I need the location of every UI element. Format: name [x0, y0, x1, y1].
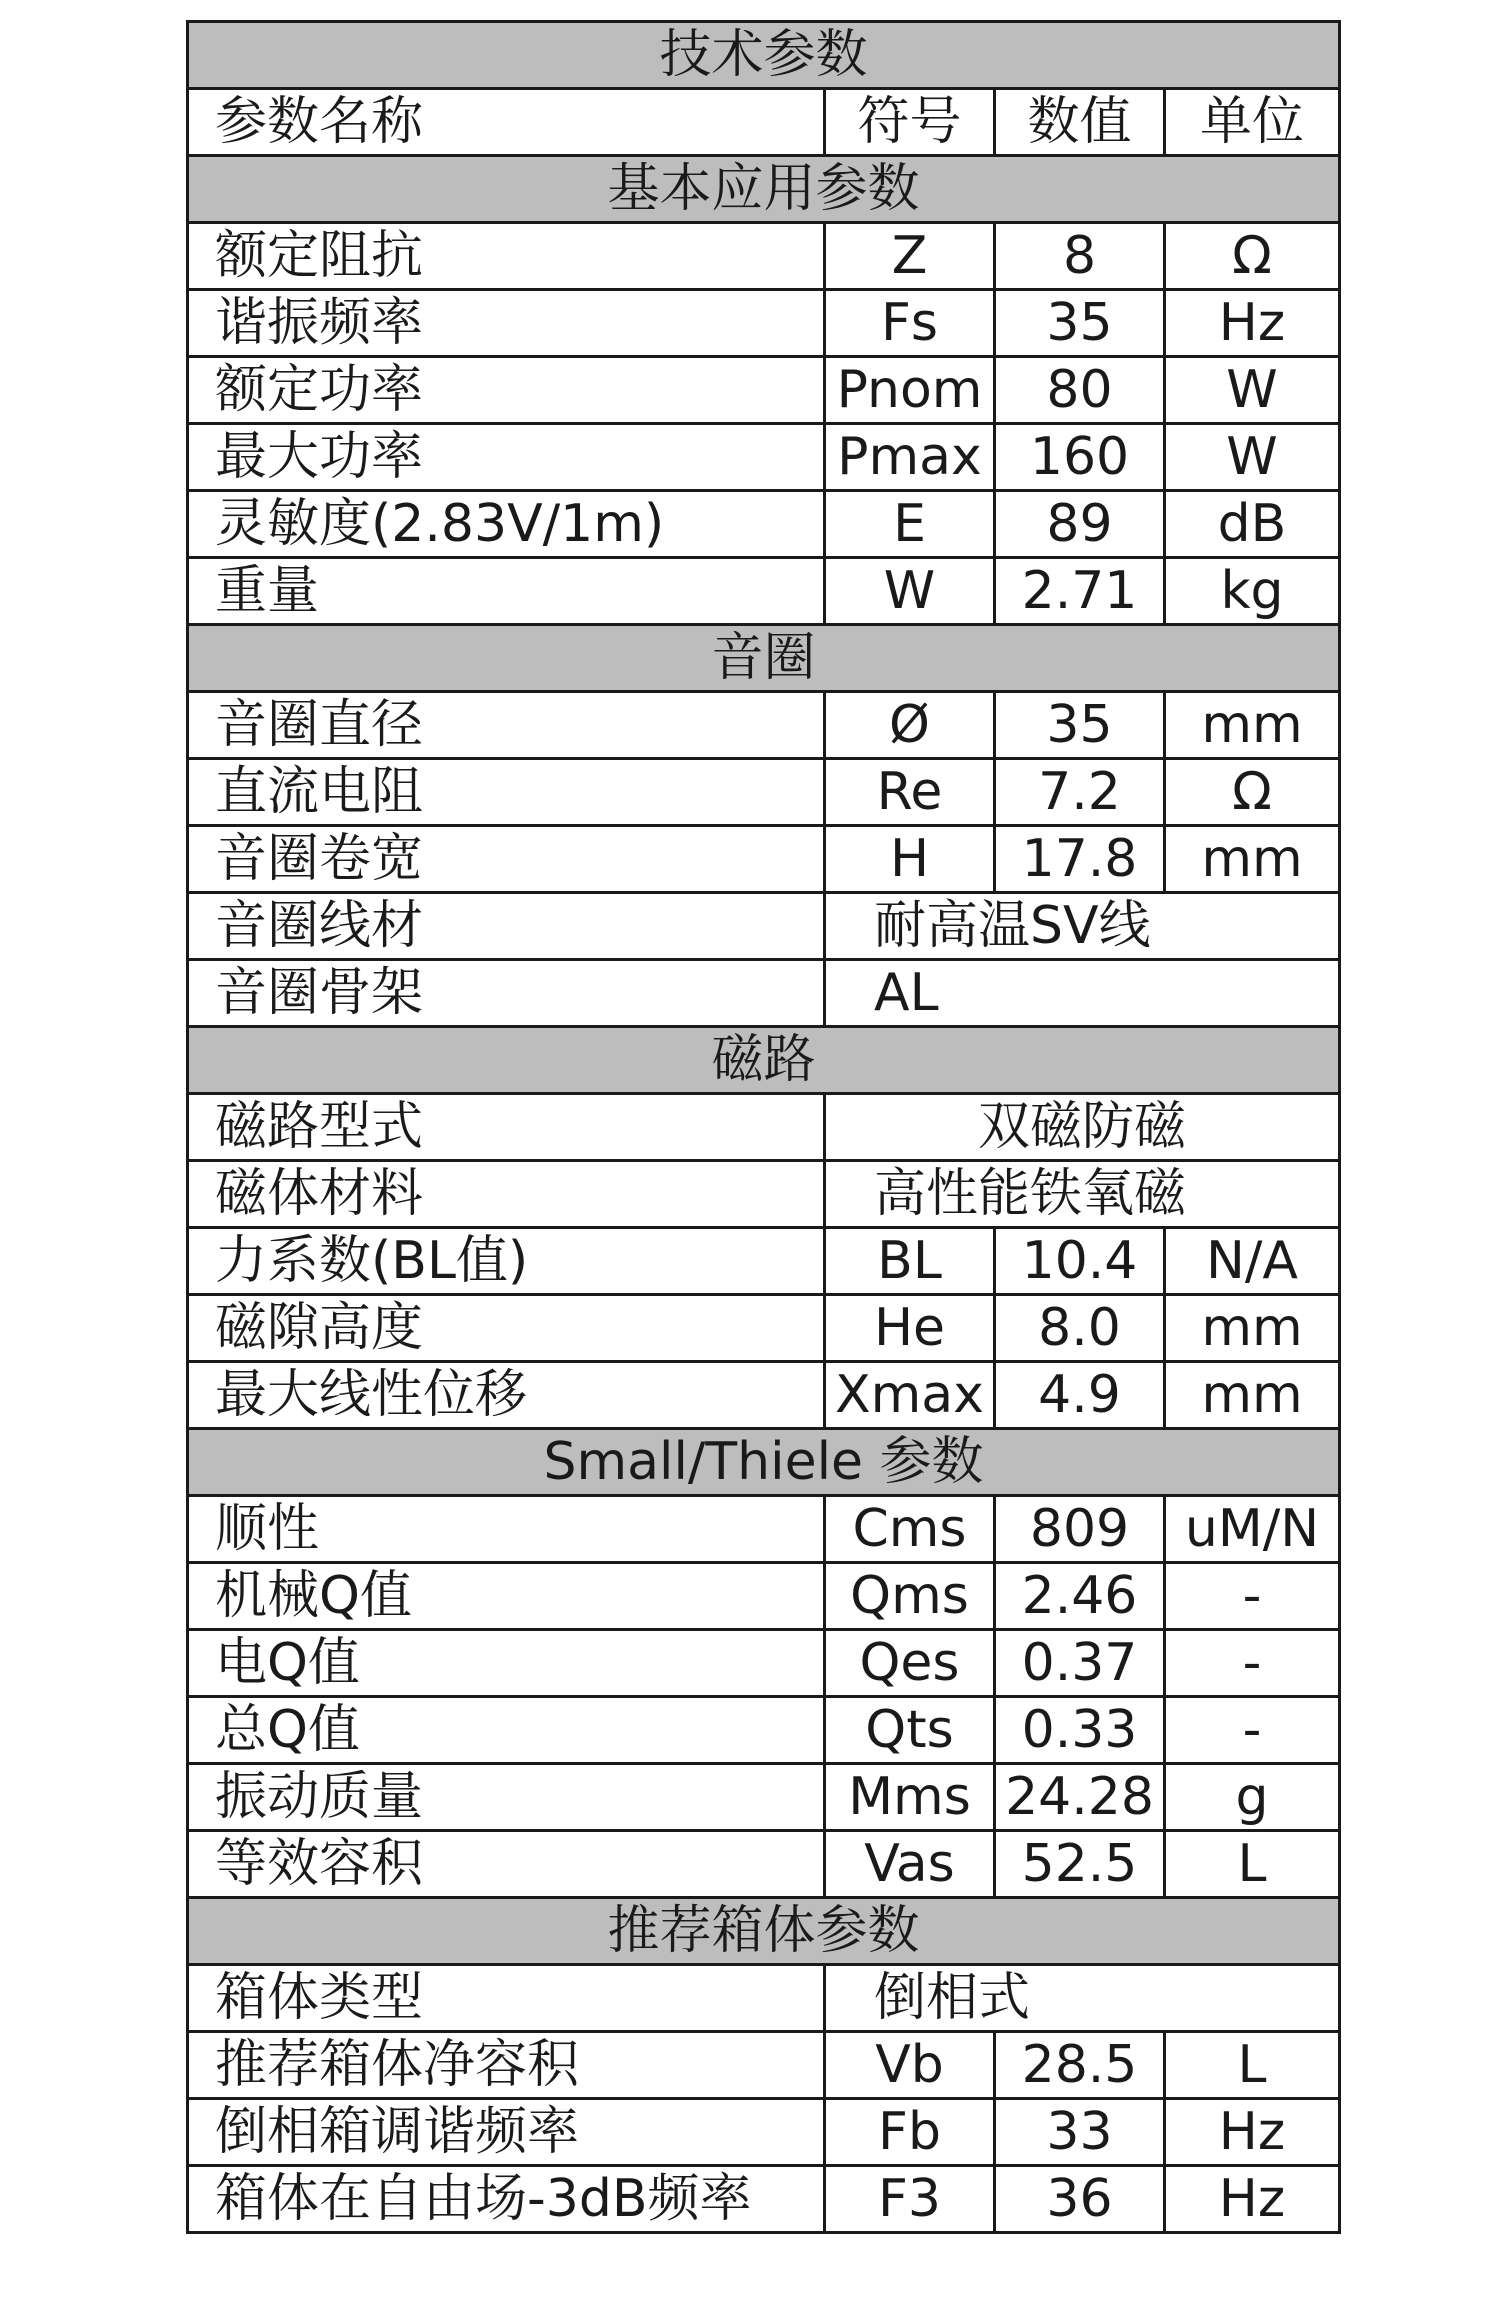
param-unit: kg [1165, 558, 1340, 625]
param-name: 力系数(BL值) [188, 1228, 825, 1295]
param-unit: Hz [1165, 2166, 1340, 2233]
header-unit: 单位 [1165, 89, 1340, 156]
table-row [188, 491, 1340, 558]
table-row [188, 558, 1340, 625]
param-unit: Hz [1165, 290, 1340, 357]
param-symbol: Fb [825, 2099, 995, 2166]
param-name: 箱体在自由场-3dB频率 [188, 2166, 825, 2233]
param-unit: Hz [1165, 2099, 1340, 2166]
param-name: 振动质量 [188, 1764, 825, 1831]
section-row [188, 1898, 1340, 1965]
param-value: 24.28 [995, 1764, 1165, 1831]
param-name: 灵敏度(2.83V/1m) [188, 491, 825, 558]
table-row [188, 1161, 1340, 1228]
param-name: 箱体类型 [188, 1965, 825, 2032]
param-value: 10.4 [995, 1228, 1165, 1295]
param-value: 8 [995, 223, 1165, 290]
param-name: 顺性 [188, 1496, 825, 1563]
param-value: 8.0 [995, 1295, 1165, 1362]
param-symbol: Ø [825, 692, 995, 759]
table-row [188, 290, 1340, 357]
param-name: 直流电阻 [188, 759, 825, 826]
header-symbol: 符号 [825, 89, 995, 156]
table-row [188, 1630, 1340, 1697]
section-title: Small/Thiele 参数 [188, 1429, 1340, 1496]
table-row [188, 357, 1340, 424]
table-row [188, 826, 1340, 893]
table-row [188, 893, 1340, 960]
param-symbol: E [825, 491, 995, 558]
param-symbol: Xmax [825, 1362, 995, 1429]
param-symbol: H [825, 826, 995, 893]
param-unit: uM/N [1165, 1496, 1340, 1563]
header-name: 参数名称 [188, 89, 825, 156]
param-unit: - [1165, 1630, 1340, 1697]
section-row [188, 625, 1340, 692]
param-unit: mm [1165, 1295, 1340, 1362]
table-row [188, 1094, 1340, 1161]
param-unit: N/A [1165, 1228, 1340, 1295]
param-value: 89 [995, 491, 1165, 558]
param-unit: - [1165, 1697, 1340, 1764]
param-name: 等效容积 [188, 1831, 825, 1898]
table-row [188, 1831, 1340, 1898]
param-symbol: Qes [825, 1630, 995, 1697]
section-row [188, 1027, 1340, 1094]
param-symbol: W [825, 558, 995, 625]
param-symbol: Pnom [825, 357, 995, 424]
param-symbol: Qms [825, 1563, 995, 1630]
param-unit: Ω [1165, 759, 1340, 826]
param-spec: 双磁防磁 [825, 1094, 1340, 1161]
param-unit: L [1165, 1831, 1340, 1898]
section-title: 推荐箱体参数 [188, 1898, 1340, 1965]
table-row [188, 1697, 1340, 1764]
param-value: 7.2 [995, 759, 1165, 826]
section-title: 磁路 [188, 1027, 1340, 1094]
param-symbol: Vas [825, 1831, 995, 1898]
param-unit: mm [1165, 826, 1340, 893]
param-value: 0.37 [995, 1630, 1165, 1697]
section-row [188, 156, 1340, 223]
header-row [188, 89, 1340, 156]
table-title-row [188, 22, 1340, 89]
section-row [188, 1429, 1340, 1496]
param-value: 36 [995, 2166, 1165, 2233]
table-row [188, 1496, 1340, 1563]
param-unit: L [1165, 2032, 1340, 2099]
param-spec: 倒相式 [825, 1965, 1340, 2032]
table-row [188, 1965, 1340, 2032]
param-unit: W [1165, 357, 1340, 424]
param-symbol: Mms [825, 1764, 995, 1831]
param-value: 17.8 [995, 826, 1165, 893]
param-name: 倒相箱调谐频率 [188, 2099, 825, 2166]
param-name: 额定阻抗 [188, 223, 825, 290]
param-name: 音圈线材 [188, 893, 825, 960]
param-value: 0.33 [995, 1697, 1165, 1764]
section-title: 音圈 [188, 625, 1340, 692]
param-symbol: Z [825, 223, 995, 290]
param-symbol: Vb [825, 2032, 995, 2099]
param-name: 磁体材料 [188, 1161, 825, 1228]
param-value: 80 [995, 357, 1165, 424]
table-title: 技术参数 [188, 22, 1340, 89]
param-name: 音圈卷宽 [188, 826, 825, 893]
param-value: 160 [995, 424, 1165, 491]
param-value: 52.5 [995, 1831, 1165, 1898]
param-value: 35 [995, 290, 1165, 357]
param-unit: Ω [1165, 223, 1340, 290]
param-spec: 耐高温SV线 [825, 893, 1340, 960]
param-name: 最大线性位移 [188, 1362, 825, 1429]
param-symbol: Fs [825, 290, 995, 357]
param-name: 重量 [188, 558, 825, 625]
param-name: 谐振频率 [188, 290, 825, 357]
param-symbol: BL [825, 1228, 995, 1295]
param-name: 磁路型式 [188, 1094, 825, 1161]
param-value: 33 [995, 2099, 1165, 2166]
param-symbol: Re [825, 759, 995, 826]
header-value: 数值 [995, 89, 1165, 156]
param-name: 总Q值 [188, 1697, 825, 1764]
table-row [188, 1362, 1340, 1429]
param-unit: W [1165, 424, 1340, 491]
param-name: 额定功率 [188, 357, 825, 424]
param-name: 机械Q值 [188, 1563, 825, 1630]
param-value: 809 [995, 1496, 1165, 1563]
section-title: 基本应用参数 [188, 156, 1340, 223]
spec-table [186, 20, 1341, 2234]
table-row [188, 759, 1340, 826]
table-row [188, 1295, 1340, 1362]
param-symbol: Qts [825, 1697, 995, 1764]
param-name: 推荐箱体净容积 [188, 2032, 825, 2099]
param-value: 4.9 [995, 1362, 1165, 1429]
table-row [188, 2032, 1340, 2099]
table-row [188, 424, 1340, 491]
param-name: 音圈直径 [188, 692, 825, 759]
table-row [188, 692, 1340, 759]
param-value: 2.46 [995, 1563, 1165, 1630]
param-unit: dB [1165, 491, 1340, 558]
param-name: 最大功率 [188, 424, 825, 491]
param-name: 音圈骨架 [188, 960, 825, 1027]
param-spec: 高性能铁氧磁 [825, 1161, 1340, 1228]
table-row [188, 960, 1340, 1027]
param-value: 2.71 [995, 558, 1165, 625]
table-row [188, 1764, 1340, 1831]
param-unit: mm [1165, 1362, 1340, 1429]
param-unit: g [1165, 1764, 1340, 1831]
param-symbol: Pmax [825, 424, 995, 491]
param-name: 电Q值 [188, 1630, 825, 1697]
table-row [188, 1228, 1340, 1295]
table-row [188, 2099, 1340, 2166]
param-unit: - [1165, 1563, 1340, 1630]
param-unit: mm [1165, 692, 1340, 759]
table-row [188, 223, 1340, 290]
param-value: 28.5 [995, 2032, 1165, 2099]
param-symbol: F3 [825, 2166, 995, 2233]
param-spec: AL [825, 960, 1340, 1027]
table-row [188, 2166, 1340, 2233]
table-row [188, 1563, 1340, 1630]
param-symbol: He [825, 1295, 995, 1362]
param-name: 磁隙高度 [188, 1295, 825, 1362]
param-value: 35 [995, 692, 1165, 759]
param-symbol: Cms [825, 1496, 995, 1563]
